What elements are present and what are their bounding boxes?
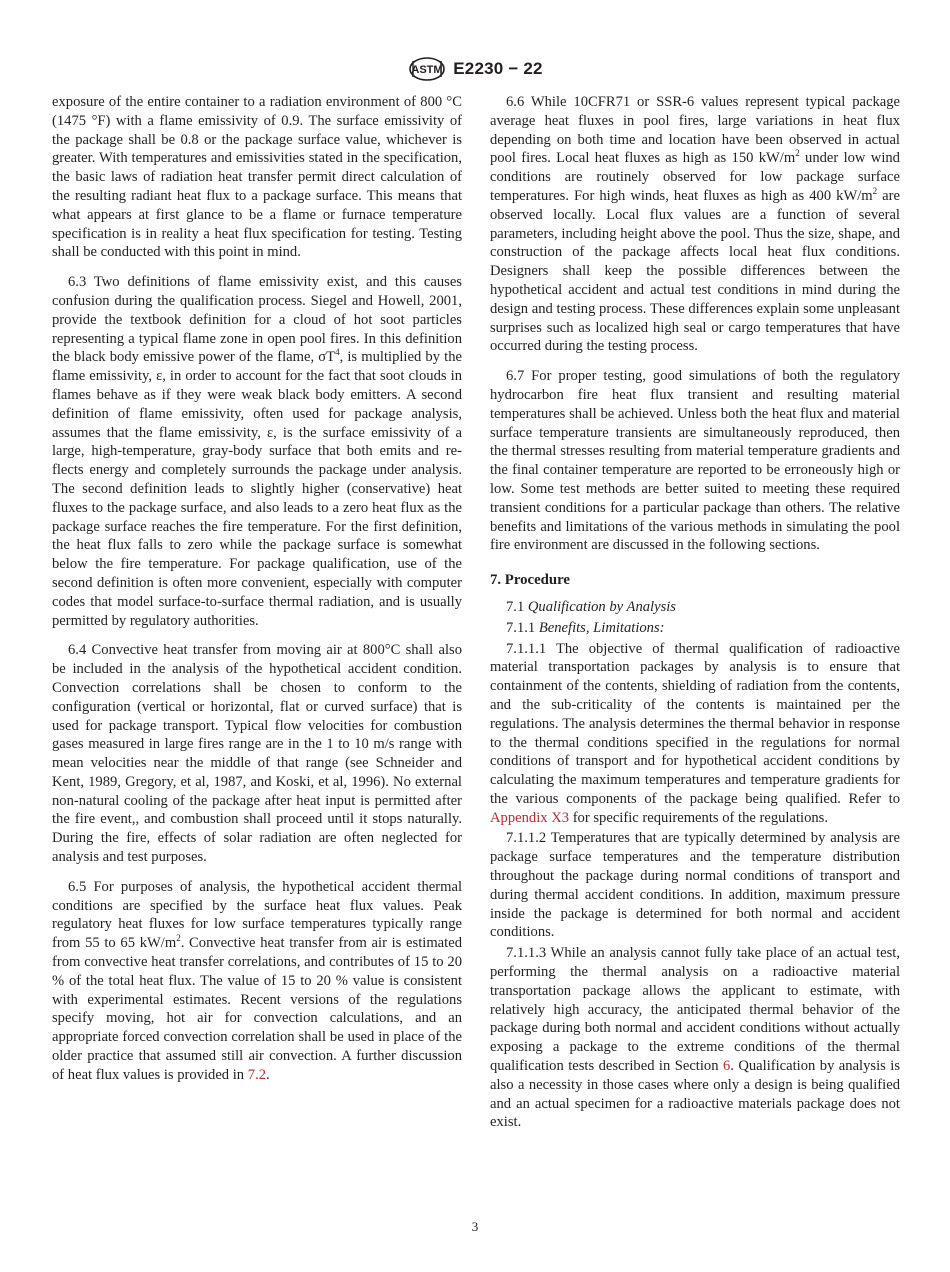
paragraph-6-5 bbox=[52, 878, 462, 1085]
text-run: , is multiplied by the flame emissivity, ε, in order to account for the fact that soot clouds in flames behave as if they were weak black body emitters. A second definition of flame emissivity, often used for package analysis, assumes that the flame emissivity, ε, is the surface emissivity of a large, high-temperature, gray-body surface that both emits and reflects energy and completely surrounds the package under analysis. The second definition leads to slightly higher (conservative) heat fluxes to the package surface, and also leads to a zero heat flux as the package surface reaches the fire temperature. For the first definition, the heat flux falls to zero while the package surface is somewhat below the fire temperature. For package qualification, use of the second definition is often more convenient, especially with computer codes that model surface-to-surface thermal radiation, and is usually permitted by regulatory authorities. bbox=[52, 349, 462, 629]
text-run: are observed locally. Local flux values are a function of several parameters, including height above the pool. Thus the size, shape, and construction of the package affects local heat flux conditions. Designers shall keep the possible differences between the hypothetical accident and actual test conditions in mind during the design and testing process. These differences explain some unpleasant surprises such as localized high seal or cargo temperatures that have occurred during the testing process. bbox=[490, 187, 901, 355]
standard-designation: E2230 − 22 bbox=[453, 59, 543, 78]
superscript: 2 bbox=[872, 185, 878, 196]
section-7-2-link[interactable]: 7.2 bbox=[247, 1066, 267, 1083]
text-run: under low wind conditions are routinely observed for low package surface temperatures. For high winds, heat fluxes as high as 400 kW/m bbox=[490, 150, 900, 204]
left-column bbox=[52, 93, 462, 1096]
paragraph-7-1-1-2: 7.1.1.2 Temperatures that are typically determined by analysis are package surface temperatures and the temperature distribution throughout the package during normal conditions of transport and during thermal accident conditions. In addition, maximum pressure inside the package is determined for both normal and accident conditions. bbox=[490, 830, 900, 941]
section-number: 7.1.1 bbox=[506, 619, 539, 636]
text-run: 6.5 For purposes of analysis, the hypothetical accident thermal conditions are specified by the surface heat flux values. Peak regulatory heat fluxes for low surface temperatures typically range from 55 to 65 kW/m bbox=[52, 878, 462, 952]
text-run: 7.1.1.3 While an analysis cannot fully take place of an actual test, performing the thermal analysis on a radioactive material transportation package allows the applicant to estimate, with relatively high accuracy, the anticipated thermal behavior of the package during both normal and accident conditions without actually exposing a package to the extreme conditions of the thermal qualification tests described in Section bbox=[490, 945, 900, 1075]
text-run: for specific requirements of the regulations. bbox=[569, 809, 828, 826]
svg-text:ASTM: ASTM bbox=[411, 64, 443, 76]
subsection-7-1-1 bbox=[490, 619, 900, 638]
paragraph-6-6 bbox=[490, 93, 900, 356]
subsection-title: Qualification by Analysis bbox=[527, 598, 676, 615]
section-6-link[interactable]: 6 bbox=[722, 1058, 731, 1075]
subsection-7-1 bbox=[490, 598, 900, 617]
section-7-heading: 7. Procedure bbox=[490, 572, 570, 589]
paragraph-6-4: 6.4 Convective heat transfer from moving air at 800°C shall also be included in the analysis of the hypothetical accident condition. Convection correlations shall be chosen to conform to the configuration (vertical or horizontal, flat or curved surface) that is used for package transport. Typical flow velocities for combustion gases measured in large fires range are in the 1 to 10 m/s range with mean velocities near the middle of that range (see Schneider and Kent, 1989, Gregory, et al, 1987, and Koski, et al, 1996). No external non-natural cooling of the package after heat input is permitted after the fire event,, and combustion shall proceed until it stops naturally. During the fire, effects of solar radiation are often neglected for analysis and test purposes. bbox=[52, 642, 462, 866]
text-run: . Convective heat transfer from air is estimated from convective heat transfer correlations, and contributes of 15 to 20 % of the total heat flux. The value of 15 to 20 % value is consistent with experimental estimates. Recent versions of the regulations specify moving, hot air for convection calculations, and an appropriate forced convection correlation shall be used in place of the older practice that assumed still air convection. A further discussion of heat flux values is provided in bbox=[52, 935, 462, 1083]
right-column bbox=[490, 93, 900, 1134]
text-run: . Qualification by analysis is also a necessity in those cases where only a design is being qualified and an actual specimen for a radioactive materials package does not exist. bbox=[490, 1058, 900, 1131]
superscript: 2 bbox=[176, 933, 181, 944]
superscript: 2 bbox=[795, 148, 800, 159]
paragraph-7-1-1-3 bbox=[490, 944, 900, 1132]
paragraph-6-2-continued: exposure of the entire container to a radiation environment of 800 °C (1475 °F) with a flame emissivity of 0.9. The surface emissivity of the package shall be 0.8 or the package surface value, whichever is greater. With temperatures and emissivities stated in the specification, the basic laws of radiation heat transfer permit direct calculation of the resulting radiant heat flux to a package surface. This means that what appears at first glance to be a flame or furnace temperature specification is in reality a heat flux specification for testing. Testing shall be conducted with this point in mind. bbox=[52, 94, 462, 261]
superscript: 4 bbox=[335, 347, 340, 358]
text-run: 6.3 Two definitions of flame emissivity exist, and this causes confusion during the qualification process. Siegel and Howell, 2001, provide the textbook definition for a cloud of hot soot particles representing a typical flame zone in open pool fires. In this definition the black body emissive power of the flame, σT bbox=[52, 274, 462, 366]
page-number: 3 bbox=[471, 1219, 479, 1234]
paragraph-7-1-1-1 bbox=[490, 640, 900, 828]
page-header bbox=[0, 56, 950, 82]
astm-logo-icon bbox=[407, 56, 447, 82]
paragraph-6-3 bbox=[52, 273, 462, 630]
text-run: 7.1.1.1 The objective of thermal qualification of radioactive material transportation packages by analysis is to ensure that containment of the contents, shielding of radiation from the contents, and the sub-criticality of the contents is maintained per the regulations. The analysis determines the thermal behavior in response to the thermal conditions specified in the regulations for normal conditions of transport and for hypothetical accident conditions by calculating the maximum temperatures and temperature gradients for the various components of the package being qualified. Refer to bbox=[490, 640, 900, 807]
section-number: 7.1 bbox=[506, 598, 528, 615]
appendix-x3-link[interactable]: Appendix X3 bbox=[490, 809, 570, 826]
text-run: . bbox=[266, 1066, 270, 1083]
subsection-title: Benefits, Limitations: bbox=[538, 619, 665, 636]
paragraph-6-7: 6.7 For proper testing, good simulations of both the regulatory hydrocarbon fire heat flux transient and resulting material temperatures shall be achieved. Unless both the heat flux and material surface temperature transients are simultaneously reproduced, then the thermal stresses resulting from material temperature gradients and the final container temperature are reported to be erroneously high or low. Some test methods are better suited to meeting these required transient conditions for a particular package than others. The relative benefits and limitations of the various methods in simulating the pool fire environment are discussed in the following sections. bbox=[490, 368, 900, 554]
text-run: 6.6 While 10CFR71 or SSR-6 values represent typical package average heat fluxes in pool fires, large variations in heat flux depending on both time and location have been observed in actual pool fires. Local heat fluxes as high as 150 kW/m bbox=[490, 94, 900, 167]
